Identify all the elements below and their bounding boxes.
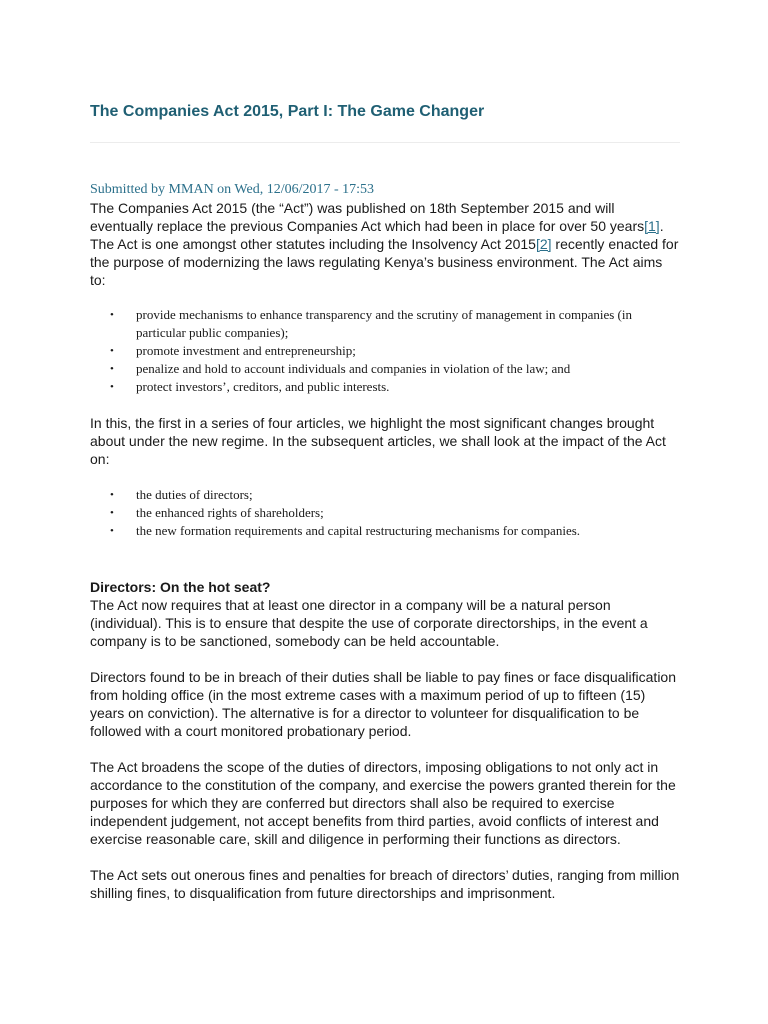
intro-paragraph [90,199,680,289]
spacer [90,650,680,668]
body-paragraph: The Act now requires that at least one director in a company will be a natural person (individual). This is to ensure that despite the use of corporate directorships, in the event a company is to be sanctioned, somebody can be held accountable. [90,597,648,649]
list-item: • promote investment and entrepreneurship; [136,342,680,360]
section-heading: Directors: On the hot seat? [90,579,271,595]
spacer [90,848,680,866]
intro-text-1: The Companies Act 2015 (the “Act”) was published on 18th September 2015 and will eventually replace the previous Companies Act which had been in place for over 50 years [90,200,645,234]
aims-list [90,306,680,396]
body-paragraph: The Act sets out onerous fines and penalties for breach of directors’ duties, ranging from million shilling fines, to disqualification from future directorships and imprisonment. [90,867,680,901]
title-divider [90,142,680,143]
topics-list [90,486,680,540]
list-item: • penalize and hold to account individuals and companies in violation of the law; and [136,360,680,378]
intro-text-3: recently enacted for the purpose of modernizing the laws regulating Kenya’s business environment. The Act aims to: [90,236,679,288]
intro-text-2: . The Act is one amongst other statutes including the Insolvency Act 2015 [90,218,664,252]
article-body [90,181,680,902]
list-item: • the enhanced rights of shareholders; [136,504,680,522]
series-paragraph: In this, the first in a series of four articles, we highlight the most significant changes brought about under the new regime. In the subsequent articles, we shall look at the impact of the Act on: [90,415,666,467]
spacer [90,396,680,414]
submitted-line: Submitted by MMAN on Wed, 12/06/2017 - 17:53 [90,182,375,197]
list-item: • protect investors’, creditors, and public interests. [136,378,680,396]
list-item: • the duties of directors; [136,486,680,504]
spacer [90,740,680,758]
body-paragraph: The Act broadens the scope of the duties of directors, imposing obligations to not only act in accordance to the constitution of the company, and exercise the powers granted therein for the purposes for which they are conferred but directors shall also be required to exercise independent judgement, not accept benefits from third parties, avoid conflicts of interest and exercise reasonable care, skill and diligence in performing their functions as directors. [90,759,676,847]
spacer [90,289,680,306]
footnote-link-1[interactable]: [1] [644,218,660,234]
list-item: • provide mechanisms to enhance transparency and the scrutiny of management in companies (in particular public companies); [136,306,680,342]
body-paragraph: Directors found to be in breach of their duties shall be liable to pay fines or face disqualification from holding office (in the most extreme cases with a maximum period of up to fifteen (15) years on conviction). The alternative is for a director to volunteer for disqualification to be followed with a court monitored probationary period. [90,669,677,739]
list-item: • the new formation requirements and capital restructuring mechanisms for companies. [136,522,680,540]
article-title: The Companies Act 2015, Part I: The Game Changer [90,103,485,120]
footnote-link-2[interactable]: [2] [535,236,552,252]
spacer [90,540,680,578]
spacer [90,468,680,486]
